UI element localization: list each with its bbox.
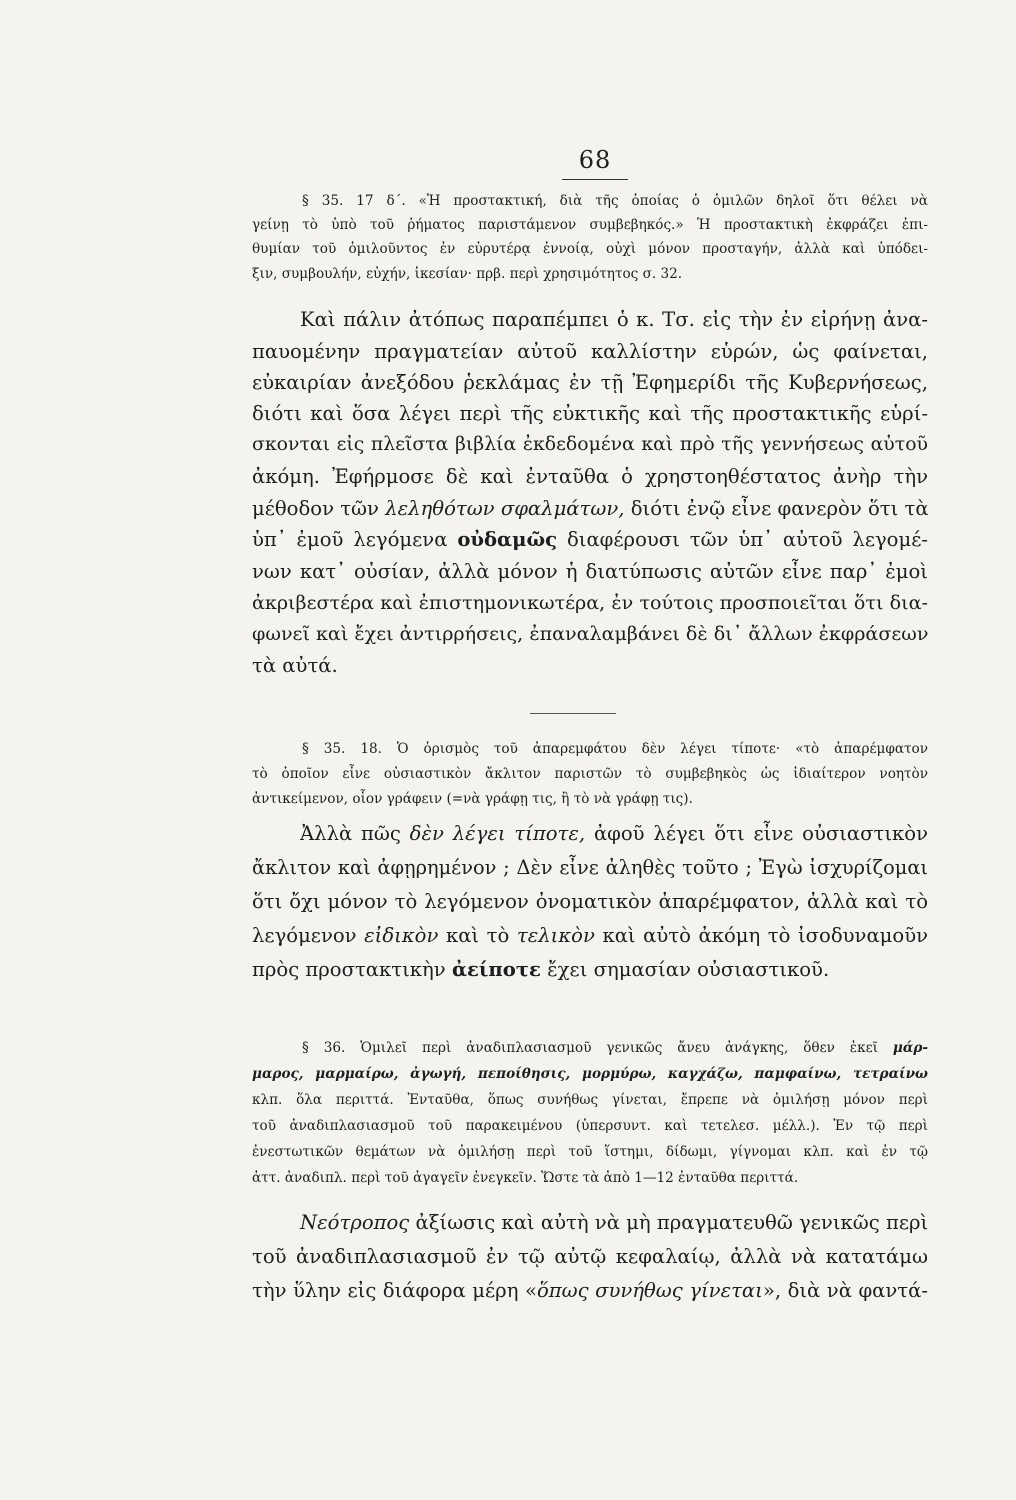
text-run: διαφέρουσι τῶν ὑπ᾽ αὐτοῦ λεγομέ- (566, 528, 928, 551)
emphasis-italic: λεληθότων σφαλμάτων, (385, 497, 625, 520)
text-line: ἀκόμη. Ἐφήρμοσε δὲ καὶ ἐνταῦθα ὁ χρηστοηθέστατος ἀνὴρ τὴν (252, 465, 928, 488)
text-line (252, 1211, 928, 1234)
page-number-underline (562, 179, 628, 180)
text-line: κλπ. ὅλα περιττά. Ἐνταῦθα, ὅπως συνήθως γίνεται, ἔπρεπε νὰ ὁμιλήσῃ μόνον περὶ (252, 1092, 928, 1108)
text-run: καὶ τὸ (445, 924, 510, 947)
text-line: γείνῃ τὸ ὑπὸ τοῦ ῥήματος παριστάμενον συμβεβηκός.» Ἡ προστακτικὴ ἐκφράζει ἐπι- (252, 217, 928, 233)
text-run: μέθοδον τῶν (252, 497, 379, 520)
text-run: καὶ αὐτὸ ἀκόμη τὸ ἰσοδυναμοῦν (602, 924, 929, 947)
text-line: ὅτι ὄχι μόνον τὸ λεγόμενον ὀνοματικὸν ἀπαρέμφατον, ἀλλὰ καὶ τὸ (252, 890, 928, 913)
text-line: φωνεῖ καὶ ἔχει ἀντιρρήσεις, ἐπαναλαμβάνει δὲ δι᾽ ἄλλων ἐκφράσεων (252, 622, 929, 645)
text-run: ὑπ᾽ ἐμοῦ λεγόμενα (252, 528, 448, 551)
text-run: Ἀλλὰ πῶς (300, 822, 401, 845)
emphasis-bold-italic: μαρος, μαρμαίρω, ἀγωγή, πεποίθησις, μορμύρω, καγχάζω, παμφαίνω, τετραίνω (252, 1066, 928, 1082)
text-line (252, 1040, 928, 1056)
emphasis-italic: εἰδικὸν (364, 924, 439, 947)
text-line (252, 1279, 928, 1302)
text-run: διότι ἐνῷ εἶνε φανερὸν ὅτι τὰ (630, 497, 929, 520)
text-run: λεγόμενον (252, 924, 357, 947)
text-line (252, 822, 928, 845)
text-run: πρὸς προστακτικὴν (252, 958, 446, 981)
text-line: ἀντικείμενον, οἷον γράφειν (=νὰ γράφῃ τις, ἢ τὸ νὰ γράφῃ τις). (252, 791, 693, 807)
page-number: 68 (578, 146, 612, 174)
text-line: ἐνεστωτικῶν θεμάτων νὰ ὁμιλήσῃ περὶ τοῦ ἵστημι, δίδωμι, γίγνομαι κλπ. καὶ ἐν τῷ (252, 1144, 928, 1160)
text-line (252, 497, 928, 520)
text-line: σκονται εἰς πλεῖστα βιβλία ἐκδεδομένα καὶ πρὸ τῆς γεννήσεως αὐτοῦ (252, 434, 928, 455)
text-line (252, 924, 928, 947)
text-line (252, 528, 928, 551)
text-line: τὸ ὁποῖον εἶνε οὐσιαστικὸν ἄκλιτον παριστῶν τὸ συμβεβηκὸς ὡς ἰδιαίτερον νοητὸν (252, 766, 928, 782)
text-line (252, 958, 928, 981)
text-line: θυμίαν τοῦ ὁμιλοῦντος ἐν εὐρυτέρᾳ ἐννοίᾳ, οὐχὶ μόνον προσταγήν, ἀλλὰ καὶ ὑπόδει- (252, 241, 928, 257)
text-run: ἀξίωσις καὶ αὐτὴ νὰ μὴ πραγματευθῶ γενικῶς περὶ (415, 1211, 929, 1234)
text-line: ἀττ. ἀναδιπλ. περὶ τοῦ ἀγαγεῖν ἐνεγκεῖν. Ὥστε τὰ ἀπὸ 1—12 ἐνταῦθα περιττά. (252, 1170, 799, 1186)
emphasis-italic: Νεότροπος (300, 1211, 410, 1234)
text-line: τοῦ ἀναδιπλασιασμοῦ ἐν τῷ αὐτῷ κεφαλαίῳ, ἀλλὰ νὰ κατατάμω (252, 1245, 928, 1268)
text-line: § 35. 17 δ΄. «Ἡ προστακτική, διὰ τῆς ὁποίας ὁ ὁμιλῶν δηλοῖ ὅτι θέλει νὰ (302, 193, 928, 209)
text-line: νων κατ᾽ οὐσίαν, ἀλλὰ μόνον ἡ διατύπωσις αὐτῶν εἶνε παρ᾽ ἐμοὶ (252, 560, 928, 583)
text-line: διότι καὶ ὅσα λέγει περὶ τῆς εὐκτικῆς καὶ τῆς προστακτικῆς εὑρί- (252, 402, 928, 425)
emphasis-bold: ἀείποτε (451, 958, 541, 981)
text-run: », διὰ νὰ φαντά- (762, 1279, 928, 1302)
section-divider (530, 713, 616, 714)
emphasis-italic: δὲν λέγει τίποτε, (409, 822, 586, 845)
text-line: παυομένην πραγματείαν αὐτοῦ καλλίστην εὑρών, ὡς φαίνεται, (252, 340, 928, 363)
emphasis-bold-italic: μάρ- (892, 1040, 928, 1056)
text-run: § 36. Ὁμιλεῖ περὶ ἀναδιπλασιασμοῦ γενικῶς ἄνευ ἀνάγκης, ὅθεν ἐκεῖ (302, 1040, 878, 1056)
text-line: ἄκλιτον καὶ ἀφῃρημένον ; Δὲν εἶνε ἀληθὲς τοῦτο ; Ἐγὼ ἰσχυρίζομαι (252, 856, 928, 879)
text-line: ξιν, συμβουλήν, εὐχήν, ἱκεσίαν· πρβ. περὶ χρησιμότητος σ. 32. (252, 266, 683, 282)
text-run: ἀφοῦ λέγει ὅτι εἶνε οὐσιαστικὸν (593, 822, 928, 845)
emphasis-italic: ὅπως συνήθως γίνεται (536, 1279, 763, 1302)
text-run: ἔχει σημασίαν οὐσιαστικοῦ. (547, 958, 830, 981)
text-run: τὴν ὕλην εἰς διάφορα μέρη « (252, 1279, 537, 1302)
text-line: τοῦ ἀναδιπλασιασμοῦ τοῦ παρακειμένου (ὑπερσυντ. καὶ τετελεσ. μέλλ.). Ἐν τῷ περὶ (252, 1118, 928, 1134)
emphasis-bold: οὐδαμῶς (457, 528, 558, 551)
emphasis-italic: τελικὸν (516, 924, 595, 947)
text-line: τὰ αὐτά. (252, 654, 338, 677)
text-line (252, 1066, 928, 1082)
text-line: Καὶ πάλιν ἀτόπως παραπέμπει ὁ κ. Τσ. εἰς τὴν ἐν εἰρήνῃ ἀνα- (300, 308, 928, 331)
text-line: § 35. 18. Ὁ ὁρισμὸς τοῦ ἀπαρεμφάτου δὲν λέγει τίποτε· «τὸ ἀπαρέμφατον (302, 741, 928, 757)
text-line: ἀκριβεστέρα καὶ ἐπιστημονικωτέρα, ἐν τούτοις προσποιεῖται ὅτι δια- (252, 591, 928, 614)
text-line: εὐκαιρίαν ἀνεξόδου ῥεκλάμας ἐν τῇ Ἐφημερίδι τῆς Κυβερνήσεως, (252, 371, 928, 394)
